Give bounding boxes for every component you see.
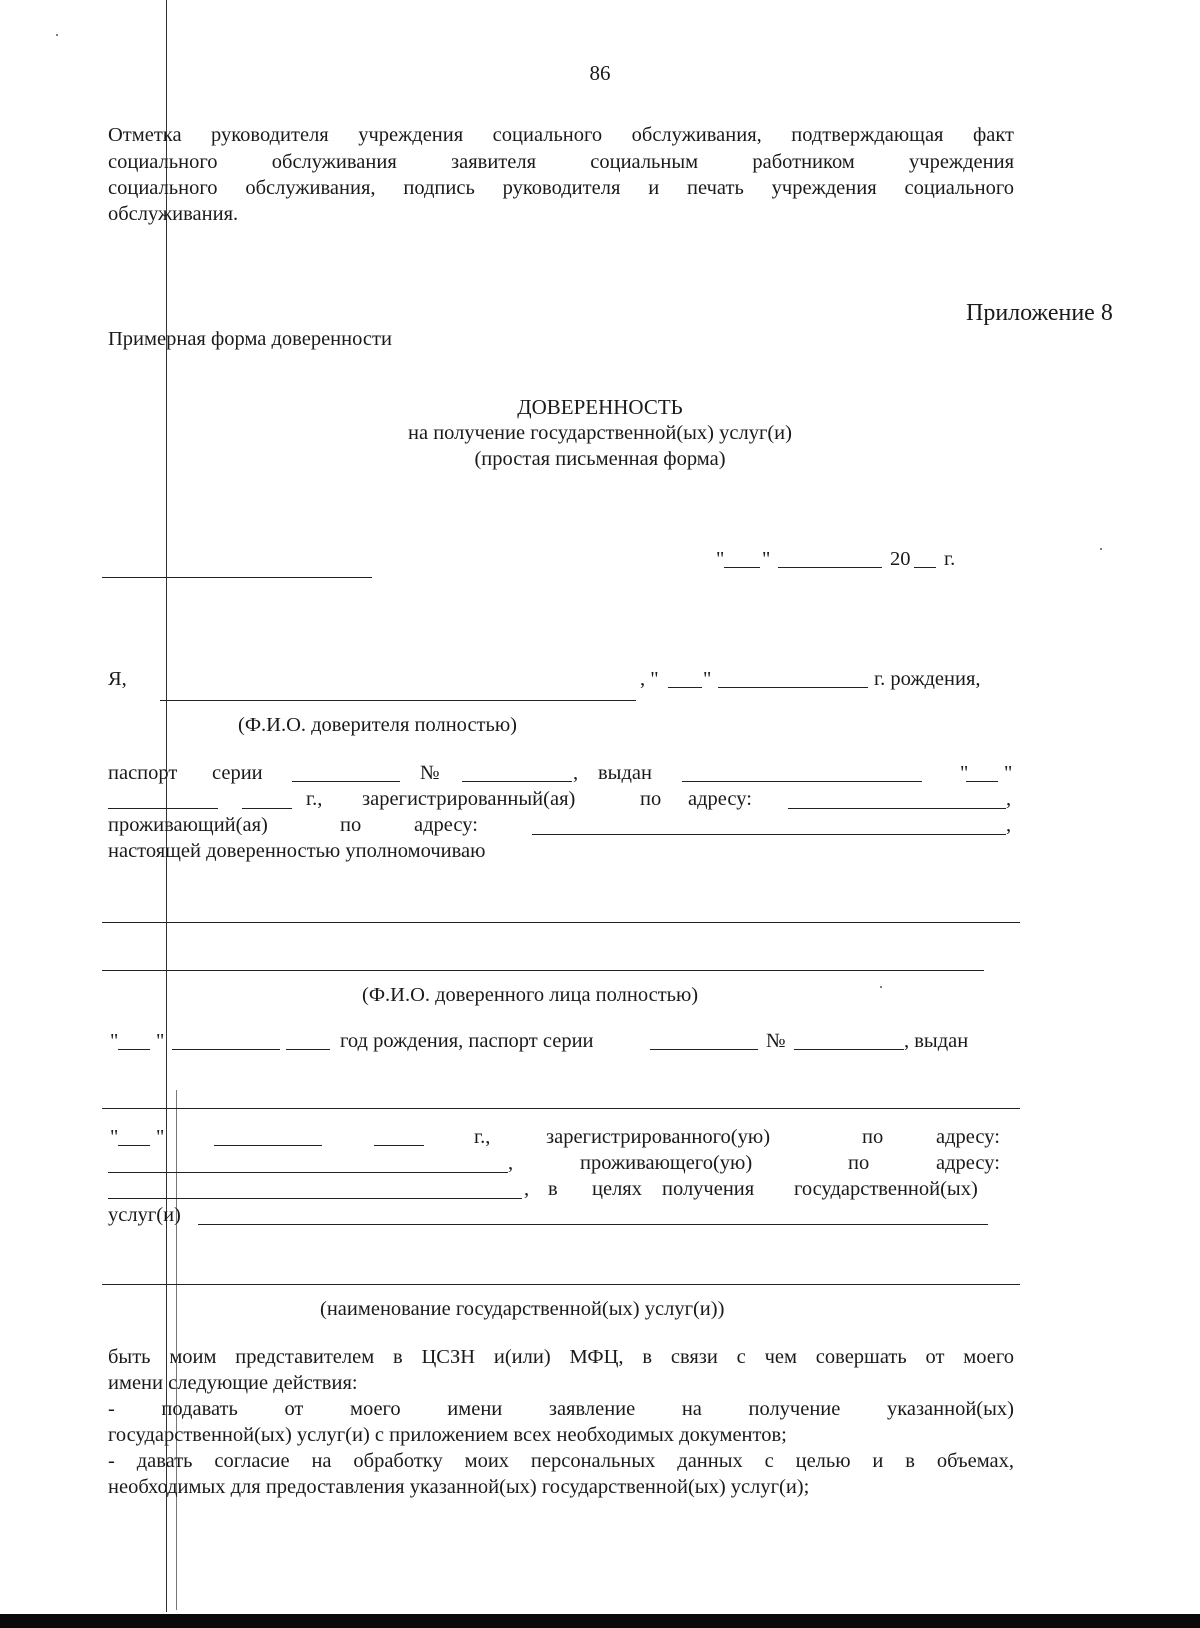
agent2-purpose-celyakh: целях [592, 1178, 642, 1200]
residing-po: по [340, 814, 362, 836]
agent-num-sign: № [766, 1030, 786, 1052]
registered-address-line [788, 808, 1006, 809]
principal-ya: Я, [108, 668, 127, 690]
agent2-comma-2: , [524, 1178, 530, 1200]
agent-name-line-1 [102, 922, 1020, 923]
passport-num-sign: № [420, 762, 440, 784]
scan-speck [1100, 548, 1102, 550]
principal-comma-quote: , " [640, 668, 659, 690]
body-p3-line2: необходимых для предоставления указанной(ых) государственной(ых) услуг(и); [108, 1476, 810, 1498]
residing-comma: , [1006, 814, 1012, 836]
note-line-4: обслуживания. [108, 203, 239, 225]
date-year-line [914, 567, 936, 568]
agent2-purpose-v: в [548, 1178, 558, 1200]
note-line-2: социального обслуживания заявителя социальным работником учреждения [108, 151, 1014, 173]
agent-issuer-line [102, 1108, 1020, 1109]
agent2-year-line [374, 1145, 424, 1146]
agent2-registered-address-line [108, 1172, 508, 1173]
registered-comma: , [1006, 788, 1012, 810]
principal-day-line [668, 687, 702, 688]
passport-quote-close: " [1004, 762, 1013, 784]
passport-word: паспорт [108, 762, 178, 784]
agent2-registered-address: адресу: [936, 1126, 1000, 1148]
agent2-purpose-gos: государственной(ых) [794, 1178, 978, 1200]
agent-day-line [118, 1049, 150, 1050]
principal-birth: г. рождения, [874, 668, 981, 690]
passport-year-line [242, 808, 292, 809]
agent-number-line [794, 1049, 904, 1050]
registered-po: по [640, 788, 662, 810]
agent2-residing-address-line [108, 1198, 522, 1199]
passport-quote-open: " [960, 762, 969, 784]
agent2-registered-po: по [862, 1126, 884, 1148]
authorize-text: настоящей доверенностью уполномочиваю [108, 840, 486, 862]
passport-month-line [108, 808, 218, 809]
principal-name-line [160, 700, 636, 701]
agent2-month-line [214, 1145, 322, 1146]
passport-series: серии [212, 762, 263, 784]
body-p2-line2: государственной(ых) услуг(и) с приложением всех необходимых документов; [108, 1424, 787, 1446]
registered-label: зарегистрированный(ая) [362, 788, 576, 810]
date-month-line [778, 567, 882, 568]
note-line-1: Отметка руководителя учреждения социального обслуживания, подтверждающая факт [108, 124, 1014, 146]
page-number: 86 [589, 61, 611, 85]
agent-series-line [650, 1049, 758, 1050]
scan-speck [880, 986, 882, 988]
passport-issuer-line [682, 781, 922, 782]
agent2-day-line [118, 1145, 150, 1146]
date-quote-close: " [762, 548, 771, 570]
services-hint: (наименование государственной(ых) услуг(и)) [320, 1298, 725, 1320]
passport-number-line [462, 781, 572, 782]
agent2-comma-1: , [508, 1152, 514, 1174]
agent2-quote-open: " [110, 1126, 119, 1148]
passport-issued: выдан [598, 762, 652, 784]
agent-month-line [172, 1049, 280, 1050]
agent2-residing-address: адресу: [936, 1152, 1000, 1174]
agent-birth-passport: год рождения, паспорт серии [340, 1030, 594, 1052]
body-p1-line1: быть моим представителем в ЦСЗН и(или) МФЦ, в связи с чем совершать от моего [108, 1346, 1014, 1368]
form-caption: Примерная форма доверенности [108, 328, 392, 350]
services-line-2 [102, 1284, 1020, 1285]
document-title: ДОВЕРЕННОСТЬ [517, 395, 683, 419]
scan-speck [56, 34, 58, 36]
registered-address: адресу: [688, 788, 752, 810]
agent2-purpose-polucheniya: получения [662, 1178, 755, 1200]
document-subtitle-2: (простая письменная форма) [474, 448, 726, 470]
date-quote-open: " [716, 548, 725, 570]
scan-bottom-border [0, 1614, 1200, 1628]
document-subtitle-1: на получение государственной(ых) услуг(и) [408, 422, 792, 444]
body-p1-line2: имени следующие действия: [108, 1372, 358, 1394]
passport-year-suffix: г., [306, 788, 323, 810]
passport-comma: , [573, 762, 579, 784]
appendix-label: Приложение 8 [966, 300, 1113, 326]
date-year-prefix: 20 [890, 548, 911, 570]
principal-birth-line [718, 687, 868, 688]
agent-year-line [286, 1049, 330, 1050]
date-year-suffix: г. [944, 548, 956, 570]
passport-series-line [292, 781, 400, 782]
note-line-3: социального обслуживания, подпись руководителя и печать учреждения социального [108, 177, 1014, 199]
principal-quote-close: " [703, 668, 712, 690]
agent2-quote-close: " [156, 1126, 165, 1148]
agent-quote-open: " [110, 1030, 119, 1052]
principal-hint: (Ф.И.О. доверителя полностью) [238, 714, 517, 736]
body-p3-line1: - давать согласие на обработку моих персональных данных с целью и в объемах, [108, 1450, 1014, 1472]
agent-name-line-2 [102, 970, 984, 971]
date-day-line [724, 567, 760, 568]
residing-address: адресу: [414, 814, 478, 836]
agent-quote-close: " [156, 1030, 165, 1052]
passport-day-line [966, 781, 998, 782]
agent2-residing-po: по [848, 1152, 870, 1174]
agent2-residing: проживающего(ую) [580, 1152, 753, 1174]
agent-hint: (Ф.И.О. доверенного лица полностью) [362, 984, 699, 1006]
services-label: услуг(и) [108, 1204, 181, 1226]
agent2-year-suffix: г., [474, 1126, 491, 1148]
residing-label: проживающий(ая) [108, 814, 268, 836]
place-line [102, 577, 372, 578]
services-line-1 [198, 1224, 988, 1225]
agent2-registered: зарегистрированного(ую) [546, 1126, 771, 1148]
body-p2-line1: - подавать от моего имени заявление на получение указанной(ых) [108, 1398, 1014, 1420]
agent-issued: , выдан [904, 1030, 969, 1052]
residing-address-line [532, 834, 1006, 835]
